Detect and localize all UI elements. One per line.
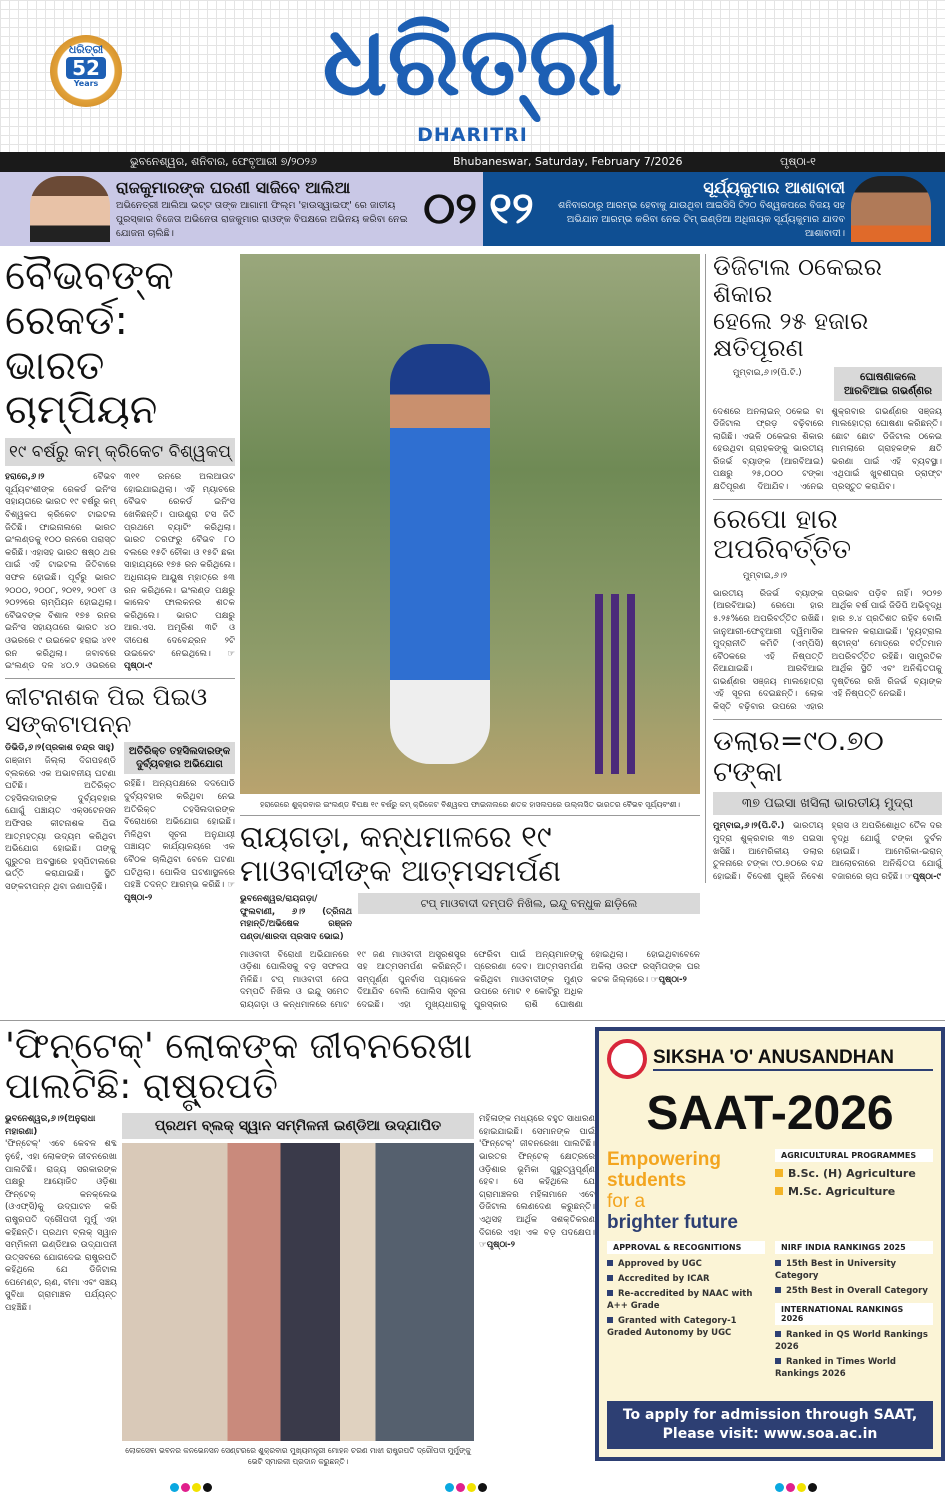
maoist-dateline: ଭୁବନେଶ୍ୱର/ରାୟଗଡ଼ା/ଫୁଲବାଣୀ, ୬।୨ (ତ୍ରିନାଥ ମହାନ୍ତି/ଅଭିଷେକ ରଞ୍ଜନ ପଣ୍ଡା/ଶାରଦା ପ୍ରସାଦ ଭୋଇ)	[240, 894, 352, 942]
repo-dateline: ମୁମ୍ବାଇ,୬।୨	[743, 571, 788, 582]
maoist-headline[interactable]: ରାୟଗଡ଼ା, କନ୍ଧମାଳରେ ୧୯ ମାଓବାଦୀଙ୍କ ଆତ୍ମସମର୍ପଣ	[240, 820, 561, 889]
middle-column	[240, 254, 700, 1012]
divider	[240, 815, 700, 816]
fintech-story	[0, 1025, 595, 1468]
lead-headline[interactable]: ବୈଭବଙ୍କ ରେକର୍ଡ: ଭାରତ ଚାମ୍ପିୟନ	[5, 253, 174, 434]
lead-body: ହରାରେ,୬।୨ ବୈଭବ ସୂର୍ଯ୍ୟବଂଶୀଙ୍କ ରେକର୍ଡ ଇନିଂସ ସହାୟତାରେ ଭାରତ ୧୯ ବର୍ଷରୁ କମ୍ ବିଶ୍ୱକପ କ୍ରିକେଟ ଟାଇଟଲ ଜିତିଛି। ଫାଇନାଲରେ ଭାରତ ଇଂଲଣ୍ଡକୁ ୧୦୦ ରନରେ ପରାସ୍ତ କରିଛି। ଏହାସହ ଭାରତ ଷଷ୍ଠ ଥର ପାଇଁ ଏହି ଟାଇଟଲ ଜିତିବାରେ ସଫଳ ହୋଇଛି। ପୂର୍ବରୁ ଭାରତ ୨୦୦୦, ୨୦୦୮, ୨୦୧୨, ୨୦୧୮ ଓ ୨୦୨୨ରେ ଚାମ୍ପିୟନ ହୋଇଥିଲା। ବୈଭବଙ୍କ ବିଶାଳ ୧୭୫ ରନର ଇନିଂସ ସହାୟତାରେ ଭାରତ ୪୦ ଓଭରରେ ୯ ଉଇକେଟ ହରାଇ ୪୧୧ ରନ କରିଥିଲା। ଜବାବରେ ଇଂଲଣ୍ଡ ଦଳ ୪୦.୨ ଓଭରରେ ୩୧୧ ରନରେ ଅଲଆଉଟ ହୋଇଯାଇଥିଲା। ଏହି ମ୍ୟାଚରେ ବୈଭବ ରେକର୍ଡ ଇନିଂସ ଖେଳିଛନ୍ତି। ପାଉଣ୍ଡ୍ରା ଟସ ଜିତି ପ୍ରଥମେ ବ୍ୟାଟିଂ କରିଥିଲା। ଭାରତ ତରଫରୁ ବୈଭବ ୮୦ ବଲରେ ୧୫ଟି ଚୌକା ଓ ୧୫ଟି ଛକା ସାହାଯ୍ୟରେ ୧୭୫ ରନ କରିଥିଲେ। ଅଧିନାୟକ ଆୟୁଷ ମ୍ହାତ୍ରେ ୫୩ ରନ କରିଥିଲେ। ଇଂଲଣ୍ଡ ପକ୍ଷରୁ କାଲେବ ଫାଲକନର ଶତକ କରିଥିଲେ। ଭାରତ ପକ୍ଷରୁ ଆର.ଏସ. ଅମ୍ବ୍ରିଶ ୩ଟି ଓ ଦୀପେଶ ଦେବେନ୍ଦ୍ରନ ୨ଟି ଉଇକେଟ ନେଇଥିଲେ। ☞ପୃଷ୍ଠା-୯	[5, 472, 235, 672]
date-bar	[0, 152, 945, 172]
repo-headline[interactable]: ରେପୋ ହାର ଅପରିବର୍ତ୍ତିତ	[713, 503, 852, 565]
jump-link[interactable]: ☞ପୃଷ୍ଠା-୨	[650, 974, 687, 985]
alia-photo	[30, 176, 110, 242]
fintech-body-right: ମହିଳାଙ୍କ ମଧ୍ୟରେ ବହୁତ ସାଧାରଣ ହୋଇଯାଇଛି। ସେମାନଙ୍କ ପାଇଁ 'ଫିନ୍‌ଟେକ୍' ଜୀବନରେଖା ପାଲଟିଛି। ଭାରତର ଫିନ୍‌ଟେକ୍ କ୍ଷେତ୍ରରେ ଓଡ଼ିଶାର ଭୂମିକା ଗୁରୁତ୍ୱପୂର୍ଣ୍ଣ ହେବ। ସେ କହିଥିଲେ ଯେ ଗ୍ରାମାଞ୍ଚଳର ମହିଳାମାନେ ଏବେ ଡିଜିଟାଲ ଲେଣଦେଣ କରୁଛନ୍ତି। ଏଥିସହ ଆର୍ଥିକ ସଶକ୍ତିକରଣ ଦିଗରେ ଏହା ଏକ ବଡ଼ ପଦକ୍ଷେପ। ☞ପୃଷ୍ଠା-୨	[479, 1114, 595, 1251]
jump-link[interactable]: ☞ପୃଷ୍ଠା-୨	[124, 880, 235, 903]
soa-advertisement[interactable]: SIKSHA 'O' ANUSANDHAN SAAT-2026 Empowering students for a brighter future AGRICULTURAL PROGRAMMES B.Sc. (H) Agriculture M.Sc. Agriculture APPROVAL & RECOGNITIONS Approved by UGC Accredited by ICAR Re-accredited by NAAC with A++ Grade Granted with Category-1 Graded Autonomy by UGC NIRF INDIA RANKINGS 2025 15th Best in University Category 25th Best in Overall Category INTERNATIONAL RANKINGS 2026 Ranked in QS World Rankings 2026 Ranked in Times World Rankings 2026 To apply for admission through SAAT, Please visit: www.soa.ac.in	[595, 1027, 945, 1461]
maoist-body: ମାଓବାଦୀ ବିରୋଧୀ ଅଭିଯାନରେ ଓଡ଼ିଶା ପୋଲିସକୁ ବଡ଼ ସଫଳତା ମିଳିଛି। ଟପ୍ ମାଓବାଦୀ ନେତା ଦମ୍ପତି ନିଖିଲ ଓ ଇନ୍ଦୁ ସମେତ ରାୟଗଡ଼ା ଓ କନ୍ଧମାଳରେ ମୋଟ ୧୯ ଜଣ ମାଓବାଦୀ ଅସ୍ତ୍ରଶସ୍ତ୍ର ସହ ଆତ୍ମସମର୍ପଣ କରିଛନ୍ତି। ସମ୍ପୂର୍ଣ୍ଣ ପୁନର୍ବାସ ପ୍ୟାକେଜ ଦିଆଯିବ ବୋଲି ପୋଲିସ ସୂଚନା ଦେଇଛି। ଏହା ମୁଖ୍ୟଧାରାକୁ ଫେରିବା ପାଇଁ ଅନ୍ୟମାନଙ୍କୁ ପ୍ରେରଣା ଦେବ। ଆତ୍ମସମର୍ପଣ କରିଥିବା ମାଓବାଦୀଙ୍କ ମୁଣ୍ଡ ଉପରେ ମୋଟ ୧ କୋଟିରୁ ଅଧିକ ପୁରସ୍କାର ରାଶି ଘୋଷଣା ହୋଇଥିଲା। ହୋଇଥିବାବେଳେ ଅକିଲା ଓରଫ ରସ୍ମିତାଙ୍କ ଘର କଟକ ଜିଲ୍ଲାରେ। ☞ପୃଷ୍ଠା-୨	[240, 949, 700, 1010]
teaser-banner	[0, 172, 945, 246]
dollar-body: ମୁମ୍ବାଇ,୬।୨(ପି.ଟି.) ଭାରତୀୟ ମୁଦ୍ରା ଶୁକ୍ରବାର ୩୭ ପଇସା ଖସିଛି। ଆମେରିକୀୟ ଡଲାର ତୁଳନାରେ ଟଙ୍କା ୯୦.୭୦ରେ ବନ୍ଦ ହୋଇଛି। ବିଦେଶୀ ପୁଞ୍ଜି ନିବେଶ ହ୍ରାସ ଓ ଅପରିଶୋଧିତ ତୈଳ ଦର ବୃଦ୍ଧି ଯୋଗୁଁ ଟଙ୍କା ଦୁର୍ବଳ ହୋଇଛି। ଆମେରିକା-ଇରାନ୍ ଆଲୋଚନାରେ ଅନିଶ୍ଚିତତା ଯୋଗୁଁ ବଜାରରେ ଚାପ ରହିଛି। ☞ପୃଷ୍ଠା-୯	[713, 821, 942, 882]
jump-link[interactable]: ☞ପୃଷ୍ଠା-୯	[124, 648, 235, 672]
photo-caption: ହରାରେରେ ଶୁକ୍ରବାର ଇଂଲଣ୍ଡ ବିପକ୍ଷ ୧୯ ବର୍ଷରୁ କମ୍ କ୍ରିକେଟ ବିଶ୍ୱକପ ଫାଇନାଲରେ ଶତକ ହାସଲପରେ ଉଲ୍ଲସିତ ଭାରତର ବୈଭବ ସୂର୍ଯ୍ୟବଂଶୀ।	[259, 800, 681, 809]
bottom-section	[0, 1020, 945, 1468]
right-column	[705, 254, 945, 883]
lead-subheadline: ୧୯ ବର୍ଷରୁ କମ୍ କ୍ରିକେଟ ବିଶ୍ୱକପ୍	[5, 438, 235, 466]
lead-photo-cricketer	[240, 254, 700, 794]
main-stories	[0, 246, 945, 1012]
page-number: ପୃଷ୍ଠା-୧	[780, 155, 816, 168]
52-years-badge: ଧରିତ୍ରୀ 52 Years	[50, 35, 122, 107]
soa-logo	[607, 1039, 647, 1079]
ad-cta[interactable]: To apply for admission through SAAT, Please visit: www.soa.ac.in	[607, 1401, 933, 1449]
pesticide-subhead: ଅତିରିକ୍ତ ତହସିଲଦାରଙ୍କ ଦୁର୍ବ୍ୟବହାର ଅଭିଯୋଗ	[124, 742, 235, 774]
footer	[0, 1467, 945, 1495]
fintech-subhead: ପ୍ରଥମ ବ୍ଲକ୍ ସ୍ୱାନ ସମ୍ମିଳନୀ ଇଣ୍ଡିଆ ଉଦ୍‌ଯାପିତ	[122, 1113, 474, 1139]
stumps	[595, 594, 635, 774]
digital-meta	[713, 367, 942, 401]
dollar-headline[interactable]: ଡଲାର=୯୦.୭୦ ଟଙ୍କା	[713, 723, 884, 789]
divider	[713, 499, 942, 500]
registration-dots	[170, 1477, 214, 1496]
ad-tagline: Empowering students for a brighter future	[607, 1148, 738, 1233]
divider	[5, 678, 235, 679]
ad-brand: SIKSHA 'O' ANUSANDHAN	[653, 1047, 933, 1071]
digital-fraud-headline[interactable]: ଡିଜିଟାଲ ଠକେଇର ଶିକାର ହେଲେ ୨୫ ହଜାର କ୍ଷତିପୂରଣ	[713, 253, 882, 362]
fintech-photo-caption: ଲୋକସେବା ଭବନର କନଭେନସନ ସେଣ୍ଟରରେ ଶୁକ୍ରବାର ମୁଖ୍ୟମନ୍ତ୍ରୀ ମୋହନ ଚରଣ ମାଝୀ ରାଷ୍ଟ୍ରପତି ଦ୍ରୌପଦୀ ମୁର୍ମୁଙ୍କୁ ଭେଟି ସ୍ମାରକୀ ପ୍ରଦାନ କରୁଛନ୍ତି।	[125, 1446, 471, 1467]
registration-dots	[445, 1477, 489, 1496]
maoist-subhead: ଟପ୍ ମାଓବାଦୀ ଦମ୍ପତି ନିଖିଲ, ଇନ୍ଦୁ ବନ୍ଧୁକ ଛାଡ଼ିଲେ	[358, 893, 700, 914]
newspaper-logo: ଧରିତ୍ରୀ	[322, 5, 623, 117]
digital-dateline: ମୁମ୍ବାଇ,୬।୨(ପି.ଟି.)	[733, 367, 802, 378]
jump-link[interactable]: ☞ପୃଷ୍ଠା-୨	[479, 1240, 516, 1251]
teaser-alia[interactable]: ରାଜକୁମାରଙ୍କ ଘରଣୀ ସାଜିବେ ଆଲିଆ ଅଭିନେତ୍ରୀ ଆଲିଆ ଭଟ୍ଟ ତାଙ୍କ ଆଗାମୀ ଫିଲ୍ମ 'ହାଉସ୍‌ୱାଇଫ୍' ରେ ଜାତୀୟ ପୁରସ୍କାର ବିଜେତା ଅଭିନେତା ରାଜକୁମାର ରାଓଙ୍କ ବିପକ୍ଷରେ ଅଭିନୟ କରିବା ନେଇ ଯୋଜନା ଚାଲିଛି। ୦୨	[0, 172, 483, 246]
teaser-suryakumar[interactable]: ୧୨ ସୂର୍ଯ୍ୟକୁମାର ଆଶାବାଦୀ ଶନିବାରଠାରୁ ଆରମ୍ଭ ହେବାକୁ ଯାଉଥିବା ଆଇସିସି ଟି୨୦ ବିଶ୍ୱକପରେ ବିଜୟ ସହ ଅଭିଯାନ ଆରମ୍ଭ କରିବା ନେଇ ଟିମ୍ ଇଣ୍ଡିଆ ଅଧିନାୟକ ସୂର୍ଯ୍ୟକୁମାର ଯାଦବ ଆଶାବାଦୀ।	[483, 172, 945, 246]
fintech-body-left: ଭୁବନେଶ୍ୱର,୬।୨(ଅନୁରାଧା ମହାରଣା) 'ଫିନ୍‌ଟେକ୍' ଏବେ କେବଳ ଶବ୍ଦ ନୁହେଁ, ଏହା ଲୋକଙ୍କ ଜୀବନରେଖା ପାଲଟିଛି। ରାଜ୍ୟ ସରକାରଙ୍କ ପକ୍ଷରୁ ଆୟୋଜିତ ଓଡ଼ିଶା ଫିନ୍‌ଟେକ୍ କନକ୍ଲେଭ (ଓଏଫ୍‌ସି)କୁ ଉଦ୍‌ଘାଟନ କରି ରାଷ୍ଟ୍ରପତି ଦ୍ରୌପଦୀ ମୁର୍ମୁ ଏହା କହିଛନ୍ତି। ପ୍ରଥମ ବ୍ଲକ୍ ସ୍ୱାନ ସମ୍ମିଳନୀ ଇଣ୍ଡିଆର ଉଦ୍‌ଯାପନୀ ଉତ୍ସବରେ ଯୋଗଦେଇ ରାଷ୍ଟ୍ରପତି କହିଥିଲେ ଯେ ଡିଜିଟାଲ ପେମେଣ୍ଟ, ଋଣ, ବୀମା ଏବଂ ସଞ୍ଚୟ ସୁବିଧା ଗ୍ରାମାଞ୍ଚଳ ପର୍ଯ୍ୟନ୍ତ ପହଞ୍ଚିଛି।	[5, 1114, 117, 1314]
pesticide-body-2: ରହିଛି। ଅନ୍ୟପକ୍ଷରେ ଦଦପୋଡି ଦୁର୍ବ୍ୟବହାର କରିଥିବା ନେଇ ଅତିରିକ୍ତ ତହସିଲଦାରଙ୍କ ବିରୋଧରେ ଅଭିଯୋଗ ହୋଇଛି। ମିଳିଥିବା ସୂଚନା ଅନୁଯାୟୀ ପଞ୍ଚାୟତ କାର୍ଯ୍ୟାଳୟରେ ଏକ ବୈଠକ ଚାଲିଥିବା ବେଳେ ଘଟଣା ଘଟିଥିଲା। ପୋଲିସ ଘଟଣାସ୍ଥଳରେ ପହଞ୍ଚି ତଦନ୍ତ ଆରମ୍ଭ କରିଛି। ☞ପୃଷ୍ଠା-୨	[124, 779, 235, 903]
digital-subhead: ଘୋଷଣାକଲେ ଆରବିଆଇ ଗଭର୍ଣ୍ଣର	[834, 367, 942, 401]
maoist-meta	[240, 893, 700, 943]
pesticide-body: ଡିଭିଡି,୬।୨(ପ୍ରକାଶ ଚନ୍ଦ୍ର ସାହୁ) ଗଞ୍ଜାମ ଜିଲ୍ଲା ଦିଗପହଣ୍ଡି ବ୍ଲକରେ ଏକ ଅଭାବନୀୟ ଘଟଣା ଘଟିଛି। ଅତିରିକ୍ତ ତହସିଲଦାରଙ୍କ ଦୁର୍ବ୍ୟବହାର ଯୋଗୁଁ ପଞ୍ଚାୟତ ଏକ୍ସଟେନସନ ଅଫିସର କୀଟନାଶକ ପିଇ ଆତ୍ମହତ୍ୟା ଉଦ୍ୟମ କରିଥିବା ଅଭିଯୋଗ ହୋଇଛି। ତାଙ୍କୁ ଗୁରୁତର ଅବସ୍ଥାରେ ହସ୍ପିଟାଲରେ ଭର୍ତ୍ତି କରାଯାଇଛି। ସ୍ଥିତି ସଙ୍କଟାପନ୍ନ ଥିବା ଜଣାପଡ଼ିଛି।	[5, 743, 116, 892]
teaser-page-number: ୦୨	[423, 183, 477, 234]
newspaper-logo-english: DHARITRI	[417, 124, 528, 146]
teaser-page-number: ୧୨	[489, 183, 534, 234]
date-english: Bhubaneswar, Saturday, February 7/2026	[453, 155, 683, 168]
dollar-subhead: ୩୭ ପଇସା ଖସିଲା ଭାରତୀୟ ମୁଦ୍ରା	[713, 792, 942, 815]
divider	[713, 719, 942, 720]
pesticide-headline[interactable]: କୀଟନାଶକ ପିଇ ପିଇଓ ସଙ୍କଟାପନ୍ନ	[5, 682, 208, 738]
pesticide-story	[5, 742, 235, 904]
left-column	[0, 254, 235, 904]
ad-title: SAAT-2026	[646, 1086, 894, 1140]
masthead	[0, 0, 945, 152]
registration-dots	[775, 1477, 819, 1496]
jump-link[interactable]: ☞ପୃଷ୍ଠା-୯	[904, 871, 941, 882]
batsman-figure	[390, 344, 490, 764]
digital-body: ଦେଶରେ ଅନଲାଇନ୍ ଠକେଇ ବା ଡିଜିଟାଲ ଫ୍ରଡ଼ ବଢ଼ିବାରେ ଲାଗିଛି। ଏଭଳି ଠକେଇର ଶିକାର ହେଉଥିବା ଗ୍ରାହକଙ୍କୁ ଭାରତୀୟ ରିଜର୍ଭ ବ୍ୟାଙ୍କ (ଆରବିଆଇ) ପକ୍ଷରୁ ୨୫,୦୦୦ ଟଙ୍କା କ୍ଷତିପୂରଣ ଦିଆଯିବ। ଏନେଇ ଶୁକ୍ରବାର ଗଭର୍ଣ୍ଣର ସଞ୍ଜୟ ମାଲହୋତ୍ରା ଘୋଷଣା କରିଛନ୍ତି। ଛୋଟ ଛୋଟ ଡିଜିଟାଲ ଠକେଇ ମାମଲାରେ ଗ୍ରାହକଙ୍କ କ୍ଷତି ଭରଣା ପାଇଁ ଏହି ବ୍ୟବସ୍ଥା। ଏଥିପାଇଁ ଖୁବଶୀଘ୍ର ଡ୍ରାଫ୍ଟ ପ୍ରସ୍ତୁତ କରାଯିବ।	[713, 406, 942, 493]
suryakumar-photo	[851, 176, 931, 242]
date-odia: ଭୁବନେଶ୍ୱର, ଶନିବାର, ଫେବୃଆରୀ ୭/୨୦୨୬	[130, 155, 317, 168]
fintech-photo-president	[122, 1143, 474, 1441]
fintech-headline[interactable]: 'ଫିନ୍‌ଟେକ୍' ଲୋକଙ୍କ ଜୀବନରେଖା ପାଲଟିଛି: ରାଷ୍ଟ୍ରପତି	[5, 1025, 473, 1107]
repo-body: ଭାରତୀୟ ରିଜର୍ଭ ବ୍ୟାଙ୍କ (ଆରବିଆଇ) ରେପୋ ହାର ୫.୨୫%ରେ ଅପରିବର୍ତ୍ତିତ ରଖିଛି। ଜାନୁଆରୀ-ଫେବୃଆରୀ ଦ୍ୱିମାସିକ ମୁଦ୍ରାନୀତି କମିଟି (ଏମ୍‌ପିସି) ବୈଠକରେ ଏହି ନିଷ୍ପତ୍ତି ନିଆଯାଇଛି। ଆରବିଆଇ ଗଭର୍ଣ୍ଣର ସଞ୍ଜୟ ମାଲହୋତ୍ରା ଏହି ସୂଚନା ଦେଇଛନ୍ତି। ଲୋକ କିସ୍ତି ବଢ଼ିବାର ଉପରେ ଏହାର ପ୍ରଭାବ ପଡ଼ିବ ନାହିଁ। ୨୦୨୭ ଆର୍ଥିକ ବର୍ଷ ପାଇଁ ଜିଡିପି ଅଭିବୃଦ୍ଧି ହାର ୭.୪ ପ୍ରତିଶତ ରହିବ ବୋଲି ଆକଳନ କରାଯାଇଛି। 'ନ୍ୟୁଟ୍ରାଲ ଷ୍ଟାନ୍ସ' ମୋଡ୍‌ରେ ବର୍ତ୍ତମାନ ଅପରିବର୍ତ୍ତିତ ରହିଛି। ସାମ୍ପ୍ରତିକ ଆର୍ଥିକ ସ୍ଥିତି ଏବଂ ଅନିଶ୍ଚିତତାକୁ ଦୃଷ୍ଟିରେ ରଖି ରିଜର୍ଭ ବ୍ୟାଙ୍କ ଏହି ନିଷ୍ପତ୍ତି ନେଇଛି।	[713, 588, 942, 713]
